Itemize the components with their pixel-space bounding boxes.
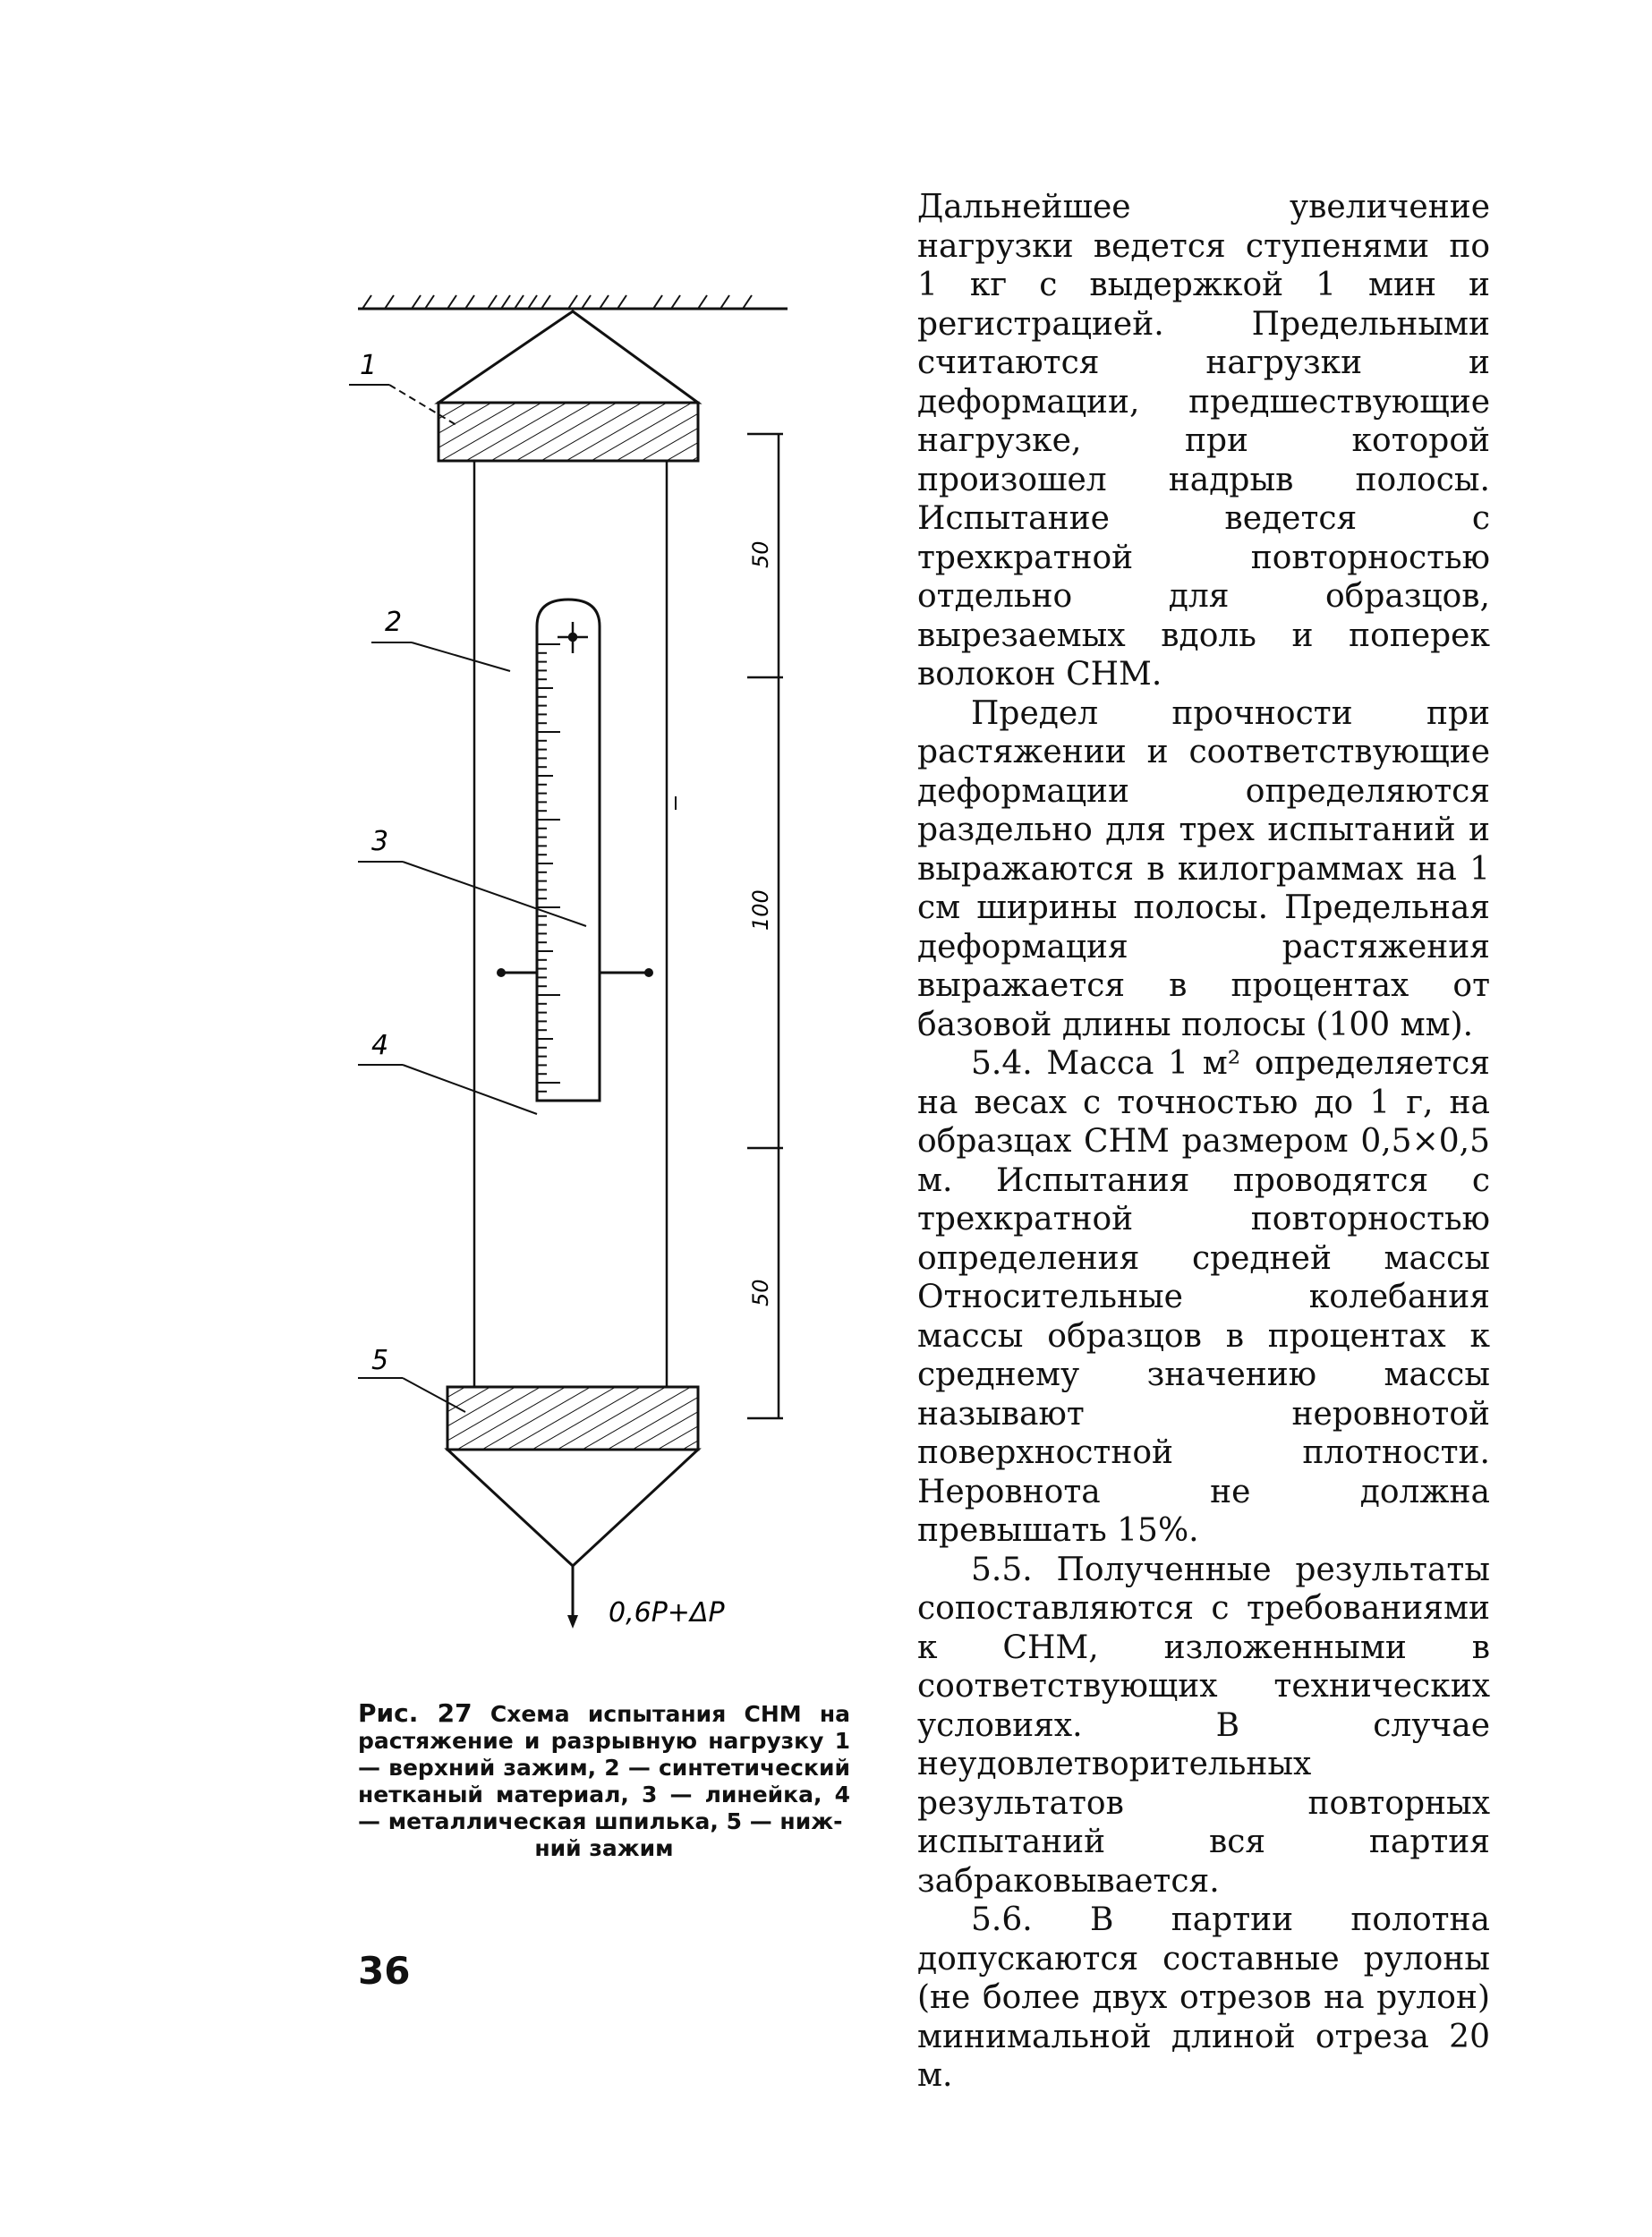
lower-hanger (447, 1450, 698, 1566)
dimension-label-bottom: 50 (748, 1279, 773, 1306)
svg-text:3: 3 (371, 826, 389, 857)
caption-body: Схема испытания СНМ на растяжение и разрывную нагрузку 1 — верхний зажим, 2 — синтетический нетканый материал, 3 — линейка, 4 — металлическая шпилька, 5 — ниж- (358, 1701, 850, 1834)
body-text-column (917, 188, 1490, 2096)
load-arrow (567, 1566, 578, 1629)
label-4 (358, 1030, 537, 1114)
svg-text:5: 5 (371, 1345, 389, 1376)
svg-text:2: 2 (385, 607, 403, 638)
upper-hanger (439, 311, 698, 403)
load-label: 0,6P+ΔP (609, 1597, 725, 1629)
svg-text:4: 4 (371, 1030, 389, 1061)
paragraph-strength-limit: Предел прочности при растяжении и соответствующие деформации определяются раздельно для трех испытаний и выражаются в килограммах на 1 см ширины полосы. Предельная деформация растяжения выражается в процентах от базовой длины полосы (100 мм). (917, 694, 1490, 1043)
caption-last-line: ний зажим (534, 1835, 674, 1861)
figure-drawing (322, 268, 877, 1664)
label-2 (371, 607, 510, 671)
upper-mark (558, 622, 588, 653)
dimension-label-middle: 100 (748, 889, 773, 931)
svg-text:1: 1 (360, 350, 378, 381)
paragraph-load-increase: Дальнейшее увеличение нагрузки ведется ступенями по 1 кг с выдержкой 1 мин и регистрацией. Предельными считаются нагрузки и деформации, предшествующие нагрузке, при которой произошел надрыв полосы. Испытание ведется с трехкратной повторностью отдельно для образцов, вырезаемых вдоль и поперек волокон СНМ. (917, 189, 1490, 693)
ceiling-support (358, 295, 788, 309)
paragraph-5-5-results: 5.5. Полученные результаты сопоставляются с требованиями к СНМ, изложенными в соответствующих технических условиях. В случае неудовлетворительных результатов повторных испытаний вся партия забраковывается. (917, 1551, 1490, 1900)
ruler-ticks (537, 644, 560, 1092)
lower-clamp (447, 1387, 698, 1450)
label-3 (358, 826, 586, 926)
metal-pin (497, 968, 653, 977)
figure-caption (358, 1700, 850, 1862)
page-number: 36 (358, 1949, 411, 1993)
caption-title: Рис. 27 (358, 1698, 473, 1728)
upper-clamp (439, 403, 698, 461)
paragraph-5-4-mass: 5.4. Масса 1 м² определяется на весах с точностью до 1 г, на образцах СНМ размером 0,5×0,5 м. Испытания проводятся с трехкратной повторностью определения средней массы Относительные колебания массы образцов в процентах к среднему значению массы называют неровнотой поверхностной плотности. Неровнота не должна превышать 15%. (917, 1045, 1490, 1549)
ruler (537, 600, 600, 1101)
test-scheme-figure (322, 268, 877, 1664)
dimension-label-top: 50 (748, 540, 773, 568)
paragraph-5-6-rolls: 5.6. В партии полотна допускаются составные рулоны (не более двух отрезов на рулон) минимальной длиной отреза 20 м. (917, 1901, 1490, 2094)
